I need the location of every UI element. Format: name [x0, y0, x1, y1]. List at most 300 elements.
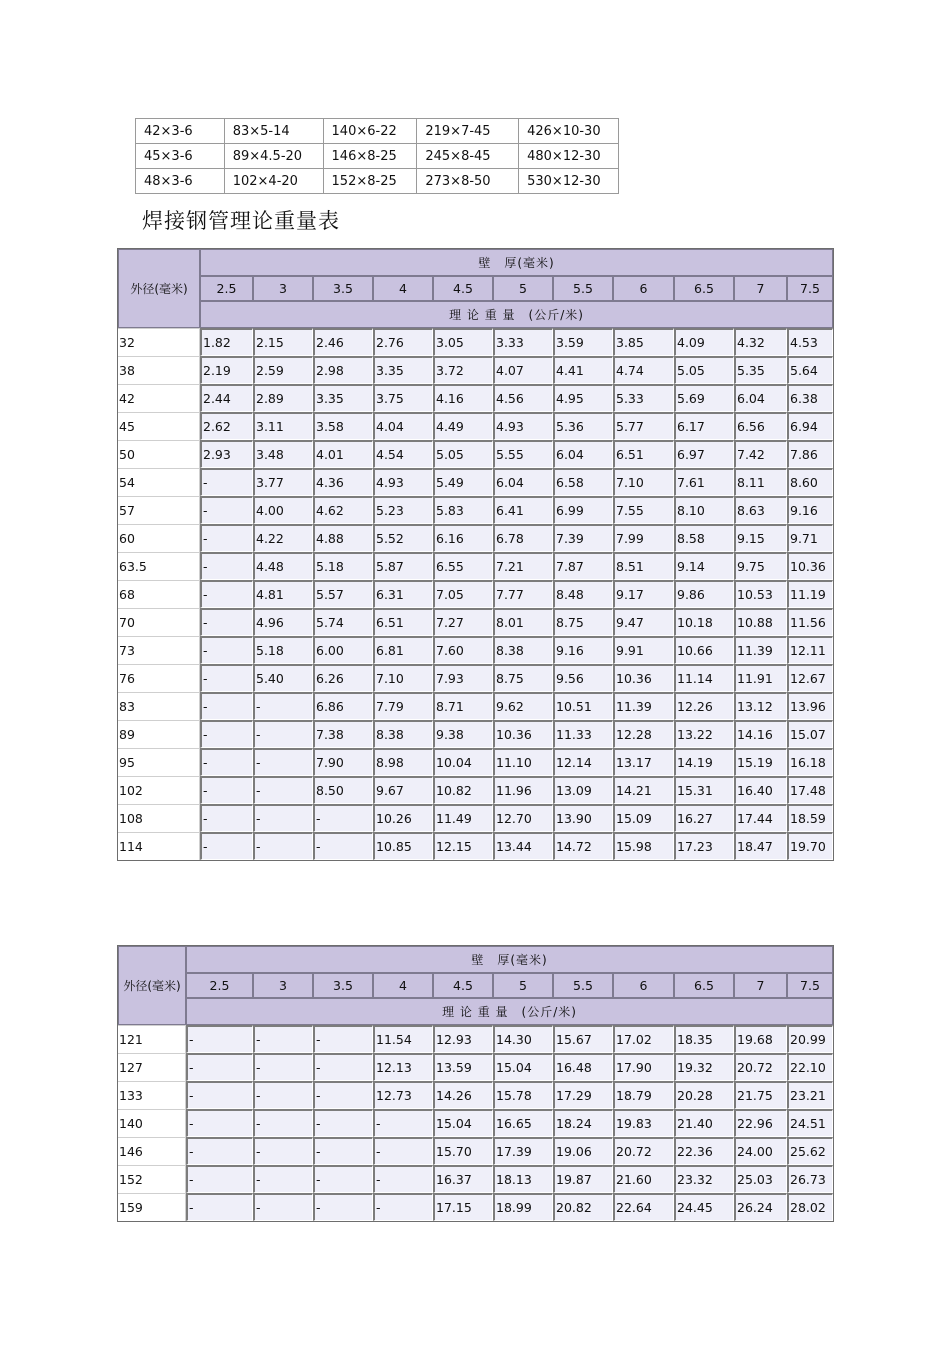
weight-cell: 7.10: [373, 664, 433, 692]
weight-cell: 4.93: [373, 468, 433, 496]
weight-cell: 17.15: [433, 1193, 493, 1221]
weight-cell: 13.12: [734, 692, 787, 720]
size-range-cell: 83×5-14: [224, 119, 323, 144]
weight-cell: 5.77: [613, 412, 674, 440]
weight-cell: 4.62: [313, 496, 373, 524]
outer-diameter-cell: 152: [118, 1165, 186, 1193]
weight-cell: 10.66: [674, 636, 734, 664]
weight-cell: 9.17: [613, 580, 674, 608]
weight-cell: -: [186, 1165, 253, 1193]
table-row: [118, 776, 833, 804]
weight-cell: 5.23: [373, 496, 433, 524]
thickness-header-cell: 6: [613, 276, 674, 301]
weight-cell: 2.44: [200, 384, 253, 412]
thickness-header-cell: 5.5: [553, 973, 613, 998]
weight-cell: 24.00: [734, 1137, 787, 1165]
weight-cell: 20.82: [553, 1193, 613, 1221]
weight-cell: 4.07: [493, 356, 553, 384]
weight-cell: 15.04: [433, 1109, 493, 1137]
weight-cell: 26.24: [734, 1193, 787, 1221]
weight-cell: -: [313, 1137, 373, 1165]
size-range-cell: 426×10-30: [519, 119, 619, 144]
weight-cell: 8.38: [493, 636, 553, 664]
weight-cell: 10.85: [373, 832, 433, 860]
weight-cell: 12.26: [674, 692, 734, 720]
weight-cell: -: [313, 832, 373, 860]
weight-cell: 12.73: [373, 1081, 433, 1109]
outer-diameter-cell: 42: [118, 384, 200, 412]
weight-cell: -: [200, 720, 253, 748]
outer-diameter-cell: 140: [118, 1109, 186, 1137]
size-range-cell: 42×3-6: [136, 119, 225, 144]
weight-cell: 11.19: [787, 580, 833, 608]
weight-cell: 18.24: [553, 1109, 613, 1137]
weight-cell: 9.91: [613, 636, 674, 664]
outer-diameter-cell: 127: [118, 1053, 186, 1081]
weight-cell: 15.09: [613, 804, 674, 832]
weight-cell: 4.81: [253, 580, 313, 608]
weight-cell: 3.72: [433, 356, 493, 384]
weight-cell: 15.70: [433, 1137, 493, 1165]
outer-diameter-cell: 38: [118, 356, 200, 384]
weight-cell: 5.49: [433, 468, 493, 496]
weight-cell: 16.40: [734, 776, 787, 804]
outer-diameter-cell: 102: [118, 776, 200, 804]
weight-cell: -: [313, 1165, 373, 1193]
outer-diameter-cell: 45: [118, 412, 200, 440]
weight-cell: 15.07: [787, 720, 833, 748]
weight-cell: 3.75: [373, 384, 433, 412]
weight-cell: -: [253, 1081, 313, 1109]
weight-table-1-body: [118, 328, 833, 860]
weight-cell: 12.67: [787, 664, 833, 692]
weight-cell: 23.32: [674, 1165, 734, 1193]
weight-cell: -: [313, 1081, 373, 1109]
weight-cell: 9.56: [553, 664, 613, 692]
weight-cell: 6.41: [493, 496, 553, 524]
weight-cell: 17.23: [674, 832, 734, 860]
weight-cell: 18.13: [493, 1165, 553, 1193]
weight-cell: 4.36: [313, 468, 373, 496]
weight-cell: 3.58: [313, 412, 373, 440]
weight-cell: -: [200, 692, 253, 720]
table-row: [118, 608, 833, 636]
weight-cell: 9.16: [787, 496, 833, 524]
table-row: [118, 468, 833, 496]
weight-cell: 6.97: [674, 440, 734, 468]
weight-cell: 20.99: [787, 1025, 833, 1053]
thickness-header-cell: 2.5: [200, 276, 253, 301]
weight-cell: 7.55: [613, 496, 674, 524]
table-row: [118, 832, 833, 860]
thickness-header-cell: 6.5: [674, 973, 734, 998]
weight-cell: 10.51: [553, 692, 613, 720]
weight-cell: -: [253, 832, 313, 860]
weight-cell: 26.73: [787, 1165, 833, 1193]
weight-cell: 13.90: [553, 804, 613, 832]
size-range-cell: 480×12-30: [519, 144, 619, 169]
size-range-row: [136, 144, 619, 169]
weight-cell: 11.91: [734, 664, 787, 692]
size-range-cell: 102×4-20: [224, 169, 323, 194]
thickness-header-cell: 4.5: [433, 276, 493, 301]
weight-cell: 14.26: [433, 1081, 493, 1109]
thickness-header-cell: 3.5: [313, 973, 373, 998]
weight-cell: 9.38: [433, 720, 493, 748]
weight-cell: 4.09: [674, 328, 734, 356]
weight-cell: 5.87: [373, 552, 433, 580]
weight-cell: 4.95: [553, 384, 613, 412]
theoretical-weight-header: 理 论 重 量 (公斤/米): [200, 301, 833, 328]
weight-cell: 6.16: [433, 524, 493, 552]
outer-diameter-cell: 54: [118, 468, 200, 496]
weight-cell: 7.21: [493, 552, 553, 580]
outer-diameter-cell: 95: [118, 748, 200, 776]
weight-cell: 20.72: [613, 1137, 674, 1165]
table-row: [118, 524, 833, 552]
weight-cell: 7.79: [373, 692, 433, 720]
table-row: [118, 1137, 833, 1165]
weight-cell: 6.04: [493, 468, 553, 496]
weight-cell: 5.40: [253, 664, 313, 692]
weight-cell: 4.96: [253, 608, 313, 636]
weight-cell: 4.48: [253, 552, 313, 580]
weight-cell: 10.36: [787, 552, 833, 580]
weight-cell: -: [253, 1053, 313, 1081]
table-row: [118, 636, 833, 664]
weight-cell: 5.57: [313, 580, 373, 608]
weight-cell: 4.54: [373, 440, 433, 468]
weight-cell: 5.33: [613, 384, 674, 412]
size-range-table: [135, 118, 619, 194]
thickness-header-cell: 7.5: [787, 276, 833, 301]
weight-cell: 3.59: [553, 328, 613, 356]
weight-cell: 2.93: [200, 440, 253, 468]
weight-cell: 8.51: [613, 552, 674, 580]
outer-diameter-cell: 121: [118, 1025, 186, 1053]
weight-cell: 5.05: [674, 356, 734, 384]
size-range-row: [136, 169, 619, 194]
weight-cell: 13.96: [787, 692, 833, 720]
weight-cell: 10.18: [674, 608, 734, 636]
weight-cell: 3.11: [253, 412, 313, 440]
size-range-cell: 89×4.5-20: [224, 144, 323, 169]
weight-cell: 16.18: [787, 748, 833, 776]
weight-cell: 10.36: [613, 664, 674, 692]
weight-cell: 11.56: [787, 608, 833, 636]
weight-cell: -: [253, 1193, 313, 1221]
weight-cell: 10.88: [734, 608, 787, 636]
size-range-cell: 45×3-6: [136, 144, 225, 169]
weight-cell: 16.37: [433, 1165, 493, 1193]
weight-cell: 12.28: [613, 720, 674, 748]
table-row: [118, 1025, 833, 1053]
weight-cell: 8.60: [787, 468, 833, 496]
theoretical-weight-header: 理 论 重 量 (公斤/米): [186, 998, 833, 1025]
weight-cell: 4.41: [553, 356, 613, 384]
table-row: [118, 1081, 833, 1109]
weight-cell: 2.15: [253, 328, 313, 356]
thickness-header-cell: 3: [253, 973, 313, 998]
weight-cell: -: [373, 1165, 433, 1193]
weight-cell: 5.18: [253, 636, 313, 664]
weight-cell: 9.14: [674, 552, 734, 580]
weight-cell: 22.96: [734, 1109, 787, 1137]
size-range-cell: 245×8-45: [417, 144, 519, 169]
weight-cell: 22.10: [787, 1053, 833, 1081]
weight-cell: 5.64: [787, 356, 833, 384]
table-row: [118, 748, 833, 776]
table-row: [118, 580, 833, 608]
table-row: [118, 1193, 833, 1221]
weight-cell: 4.49: [433, 412, 493, 440]
outer-diameter-cell: 108: [118, 804, 200, 832]
weight-cell: -: [313, 1053, 373, 1081]
size-range-cell: 530×12-30: [519, 169, 619, 194]
weight-cell: 7.99: [613, 524, 674, 552]
size-range-row: [136, 119, 619, 144]
weight-cell: 18.99: [493, 1193, 553, 1221]
thickness-header-cell: 5: [493, 276, 553, 301]
weight-cell: 3.48: [253, 440, 313, 468]
weight-cell: 2.59: [253, 356, 313, 384]
weight-cell: 19.70: [787, 832, 833, 860]
weight-cell: 14.16: [734, 720, 787, 748]
weight-cell: 2.89: [253, 384, 313, 412]
weight-cell: 4.74: [613, 356, 674, 384]
weight-cell: 6.56: [734, 412, 787, 440]
weight-cell: 11.96: [493, 776, 553, 804]
weight-cell: -: [313, 1193, 373, 1221]
weight-cell: -: [200, 832, 253, 860]
weight-cell: 9.71: [787, 524, 833, 552]
outer-diameter-cell: 159: [118, 1193, 186, 1221]
weight-cell: 7.61: [674, 468, 734, 496]
weight-cell: 11.10: [493, 748, 553, 776]
weight-cell: 9.62: [493, 692, 553, 720]
weight-cell: 5.18: [313, 552, 373, 580]
weight-cell: 7.42: [734, 440, 787, 468]
weight-cell: -: [200, 580, 253, 608]
weight-cell: 12.11: [787, 636, 833, 664]
weight-cell: 19.83: [613, 1109, 674, 1137]
weight-cell: 4.93: [493, 412, 553, 440]
weight-cell: 7.60: [433, 636, 493, 664]
weight-cell: 6.55: [433, 552, 493, 580]
weight-cell: -: [253, 1137, 313, 1165]
weight-cell: 2.76: [373, 328, 433, 356]
thickness-header-cell: 6.5: [674, 276, 734, 301]
weight-cell: 8.98: [373, 748, 433, 776]
thickness-row: [118, 276, 833, 301]
weight-cell: 6.78: [493, 524, 553, 552]
weight-cell: 8.38: [373, 720, 433, 748]
weight-cell: 13.59: [433, 1053, 493, 1081]
table-row: [118, 384, 833, 412]
thickness-header-cell: 7.5: [787, 973, 833, 998]
table-row: [118, 328, 833, 356]
weight-cell: 17.29: [553, 1081, 613, 1109]
weight-cell: 1.82: [200, 328, 253, 356]
weight-cell: 5.83: [433, 496, 493, 524]
weight-cell: 3.33: [493, 328, 553, 356]
weight-cell: 6.58: [553, 468, 613, 496]
weight-cell: 8.10: [674, 496, 734, 524]
weight-cell: 7.93: [433, 664, 493, 692]
weight-cell: -: [200, 664, 253, 692]
thickness-header-cell: 4.5: [433, 973, 493, 998]
weight-cell: 17.48: [787, 776, 833, 804]
table-row: [118, 664, 833, 692]
weight-cell: 15.19: [734, 748, 787, 776]
weight-cell: 3.35: [373, 356, 433, 384]
weight-cell: 10.36: [493, 720, 553, 748]
weight-cell: 8.48: [553, 580, 613, 608]
weight-cell: 10.26: [373, 804, 433, 832]
weight-cell: -: [200, 804, 253, 832]
weight-cell: 4.00: [253, 496, 313, 524]
table-row: [118, 1109, 833, 1137]
weight-cell: 17.90: [613, 1053, 674, 1081]
weight-cell: 8.01: [493, 608, 553, 636]
table-row: [118, 496, 833, 524]
weight-cell: 2.98: [313, 356, 373, 384]
weight-cell: 8.63: [734, 496, 787, 524]
weight-cell: 6.94: [787, 412, 833, 440]
weight-cell: 4.16: [433, 384, 493, 412]
weight-cell: 13.22: [674, 720, 734, 748]
table-row: [118, 356, 833, 384]
weight-cell: 18.79: [613, 1081, 674, 1109]
weight-cell: 6.38: [787, 384, 833, 412]
weight-cell: 22.64: [613, 1193, 674, 1221]
outer-diameter-cell: 83: [118, 692, 200, 720]
outer-diameter-cell: 32: [118, 328, 200, 356]
outer-diameter-cell: 114: [118, 832, 200, 860]
weight-cell: 16.65: [493, 1109, 553, 1137]
weight-cell: 9.15: [734, 524, 787, 552]
weight-cell: 14.19: [674, 748, 734, 776]
weight-cell: 11.39: [734, 636, 787, 664]
weight-cell: 8.11: [734, 468, 787, 496]
page-title: 焊接钢管理论重量表: [142, 209, 340, 233]
weight-cell: 5.05: [433, 440, 493, 468]
weight-cell: 16.48: [553, 1053, 613, 1081]
wall-thickness-header: 壁 厚(毫米): [186, 946, 833, 973]
weight-cell: 15.67: [553, 1025, 613, 1053]
weight-cell: 13.17: [613, 748, 674, 776]
weight-cell: 5.74: [313, 608, 373, 636]
weight-cell: 11.39: [613, 692, 674, 720]
weight-cell: 13.44: [493, 832, 553, 860]
thickness-header-cell: 2.5: [186, 973, 253, 998]
weight-cell: -: [373, 1109, 433, 1137]
weight-cell: 19.68: [734, 1025, 787, 1053]
weight-cell: 25.03: [734, 1165, 787, 1193]
outer-diameter-cell: 70: [118, 608, 200, 636]
weight-cell: 24.45: [674, 1193, 734, 1221]
weight-cell: 11.54: [373, 1025, 433, 1053]
outer-diameter-cell: 76: [118, 664, 200, 692]
weight-cell: -: [186, 1081, 253, 1109]
weight-cell: 7.77: [493, 580, 553, 608]
table-row: [118, 1053, 833, 1081]
weight-cell: 4.53: [787, 328, 833, 356]
weight-cell: 22.36: [674, 1137, 734, 1165]
weight-cell: -: [200, 748, 253, 776]
weight-cell: 14.72: [553, 832, 613, 860]
weight-cell: 5.69: [674, 384, 734, 412]
weight-cell: 6.04: [734, 384, 787, 412]
size-range-cell: 219×7-45: [417, 119, 519, 144]
weight-cell: 18.47: [734, 832, 787, 860]
weight-cell: 19.32: [674, 1053, 734, 1081]
table-row: [118, 720, 833, 748]
weight-cell: 9.67: [373, 776, 433, 804]
weight-cell: 7.38: [313, 720, 373, 748]
weight-cell: 4.01: [313, 440, 373, 468]
weight-cell: -: [253, 720, 313, 748]
weight-table-2-body: [118, 1025, 833, 1221]
weight-cell: 17.44: [734, 804, 787, 832]
weight-cell: 5.55: [493, 440, 553, 468]
weight-cell: 11.49: [433, 804, 493, 832]
weight-cell: 6.51: [613, 440, 674, 468]
outer-diameter-cell: 133: [118, 1081, 186, 1109]
weight-cell: 12.70: [493, 804, 553, 832]
weight-cell: -: [373, 1137, 433, 1165]
weight-cell: 16.27: [674, 804, 734, 832]
weight-cell: 6.86: [313, 692, 373, 720]
outer-diameter-header: 外径(毫米): [118, 946, 186, 1025]
weight-cell: 21.75: [734, 1081, 787, 1109]
weight-cell: 10.04: [433, 748, 493, 776]
weight-cell: 3.85: [613, 328, 674, 356]
weight-cell: 14.21: [613, 776, 674, 804]
weight-cell: 4.22: [253, 524, 313, 552]
weight-cell: 7.27: [433, 608, 493, 636]
weight-cell: 7.86: [787, 440, 833, 468]
weight-cell: 23.21: [787, 1081, 833, 1109]
weight-table-1: [117, 248, 834, 861]
weight-cell: -: [200, 524, 253, 552]
table-row: [118, 804, 833, 832]
weight-cell: 15.31: [674, 776, 734, 804]
weight-cell: -: [186, 1025, 253, 1053]
weight-cell: 15.04: [493, 1053, 553, 1081]
weight-cell: 12.93: [433, 1025, 493, 1053]
weight-cell: 17.39: [493, 1137, 553, 1165]
table-row: [118, 552, 833, 580]
weight-cell: -: [313, 1109, 373, 1137]
weight-cell: 5.52: [373, 524, 433, 552]
weight-cell: 12.14: [553, 748, 613, 776]
outer-diameter-cell: 60: [118, 524, 200, 552]
table-row: [118, 692, 833, 720]
size-range-cell: 152×8-25: [323, 169, 417, 194]
weight-cell: 4.88: [313, 524, 373, 552]
weight-cell: 9.75: [734, 552, 787, 580]
weight-cell: 19.06: [553, 1137, 613, 1165]
weight-cell: 7.90: [313, 748, 373, 776]
thickness-header-cell: 6: [613, 973, 674, 998]
weight-cell: 2.46: [313, 328, 373, 356]
weight-cell: 25.62: [787, 1137, 833, 1165]
thickness-header-cell: 4: [373, 973, 433, 998]
weight-cell: 9.47: [613, 608, 674, 636]
weight-cell: 6.51: [373, 608, 433, 636]
weight-cell: -: [253, 1109, 313, 1137]
